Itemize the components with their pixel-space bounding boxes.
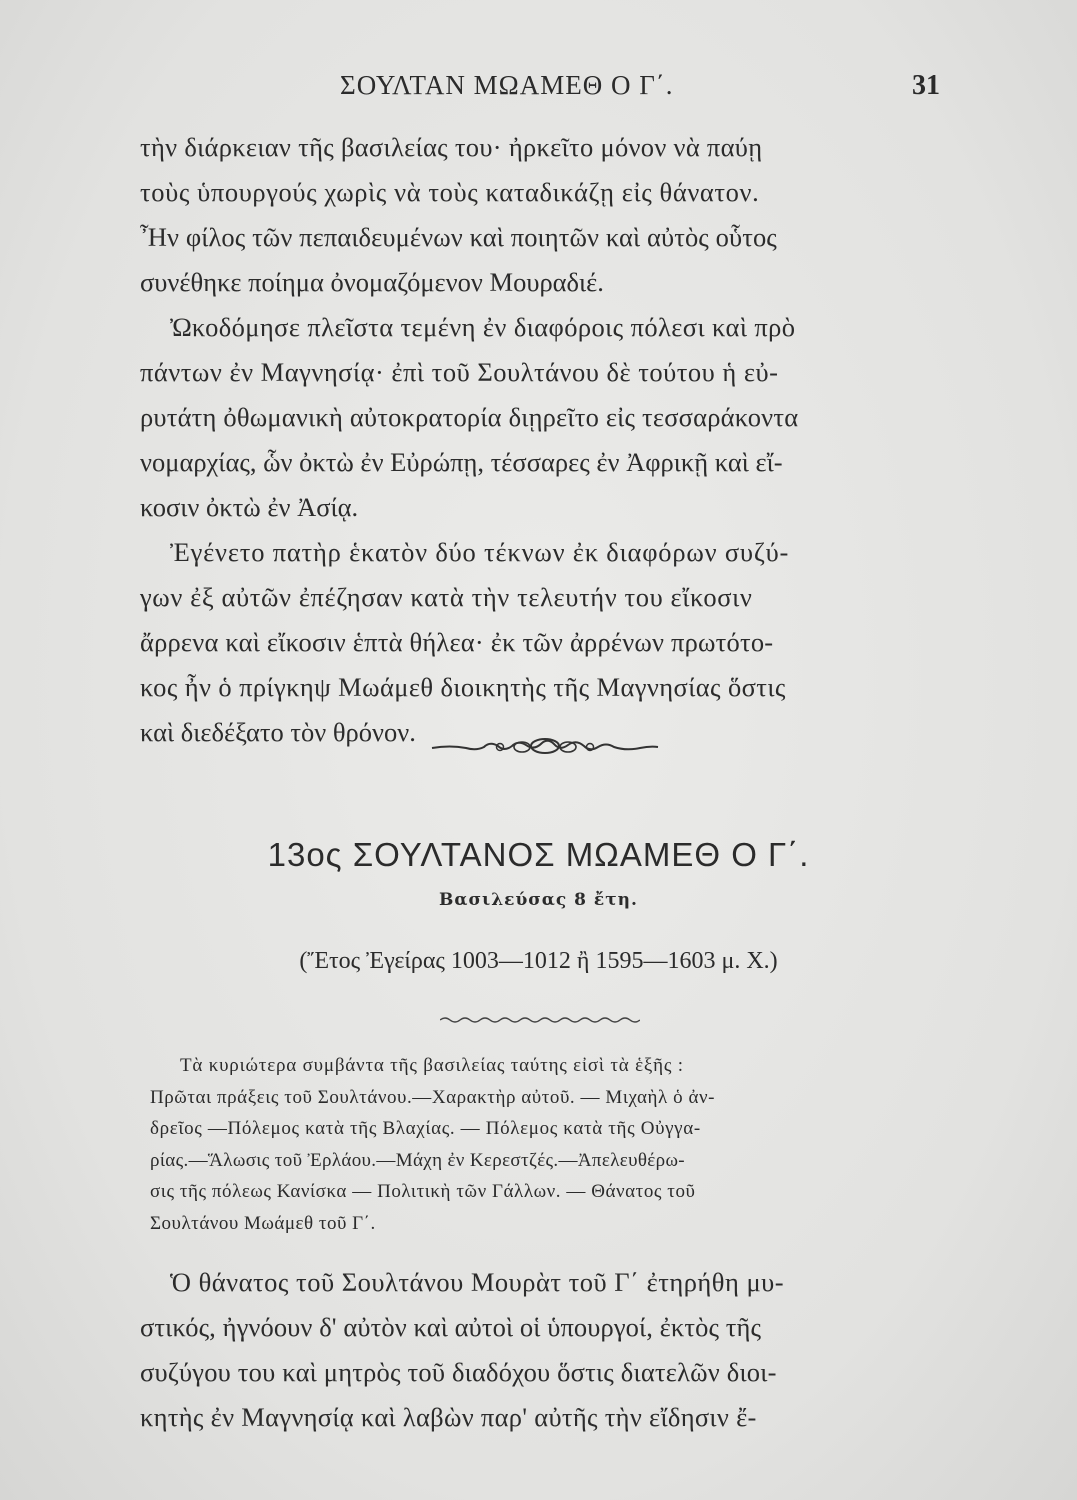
wavy-rule — [440, 1015, 640, 1025]
chapter-number: 13ος — [267, 836, 343, 873]
chapter-body — [140, 1260, 952, 1440]
text-line: Ἐγένετο πατὴρ ἑκατὸν δύο τέκνων ἐκ διαφόρων συζύ- — [170, 537, 790, 567]
text-line: καὶ διεδέξατο τὸν θρόνον. — [140, 717, 416, 747]
text-line: πάντων ἐν Μαγνησίᾳ· ἐπὶ τοῦ Σουλτάνου δὲ τούτου ἡ εὐ- — [140, 357, 779, 387]
text-line: κοσιν ὀκτὼ ἐν Ἀσίᾳ. — [140, 492, 359, 522]
reign-length: Βασιλεύσας 8 ἔτη. — [439, 890, 638, 910]
text-line: τὴν διάρκειαν τῆς βασιλείας του· ἠρκεῖτο μόνον νὰ παύῃ — [140, 132, 763, 162]
page-number: 31 — [912, 70, 940, 101]
text-line: συζύγου του καὶ μητρὸς τοῦ διαδόχου ὅστις διατελῶν διοι- — [140, 1357, 777, 1387]
ornament-divider — [430, 735, 660, 759]
page-header — [140, 70, 960, 110]
chapter-summary — [150, 1050, 952, 1239]
text-line: γων ἐξ αὐτῶν ἐπέζησαν κατὰ τὴν τελευτήν του εἴκοσιν — [140, 582, 753, 612]
text-line: ρυτάτη ὀθωμανικὴ αὐτοκρατορία διῃρεῖτο εἰς τεσσαράκοντα — [140, 402, 799, 432]
text-line: Ὠκοδόμησε πλεῖστα τεμένη ἐν διαφόροις πόλεσι καὶ πρὸ — [170, 312, 796, 342]
running-head: ΣΟΥΛΤΑΝ ΜΩΑΜΕΘ Ο Γ΄. — [340, 70, 674, 100]
text-line: Ἦν φίλος τῶν πεπαιδευμένων καὶ ποιητῶν καὶ αὐτὸς οὗτος — [140, 222, 777, 252]
summary-line: σις τῆς πόλεως Κανίσκα — Πολιτικὴ τῶν Γάλλων. — Θάνατος τοῦ — [150, 1181, 696, 1202]
text-line: νομαρχίας, ὧν ὀκτὼ ἐν Εὐρώπῃ, τέσσαρες ἐν Ἀφρικῇ καὶ εἴ- — [140, 447, 783, 477]
summary-line: Πρῶται πράξεις τοῦ Σουλτάνου.—Χαρακτὴρ αὐτοῦ. — Μιχαὴλ ὁ ἀν- — [150, 1086, 715, 1108]
text-line: στικός, ἠγνόουν δ' αὐτὸν καὶ αὐτοὶ οἱ ὑπουργοί, ἐκτὸς τῆς — [140, 1312, 762, 1342]
chapter-title: ΣΟΥΛΤΑΝΟΣ ΜΩΑΜΕΘ Ο Γ΄. — [352, 836, 810, 873]
summary-line: δρεῖος —Πόλεμος κατὰ τῆς Βλαχίας. — Πόλεμος κατὰ τῆς Οὐγγα- — [150, 1118, 701, 1139]
chapter-heading — [0, 836, 1077, 874]
summary-line: Τὰ κυριώτερα συμβάντα τῆς βασιλείας ταύτης εἰσὶ τὰ ἑξῆς : — [180, 1055, 684, 1076]
reign-dates: (Ἔτος Ἐγείρας 1003—1012 ἢ 1595—1603 μ. Χ.) — [299, 948, 778, 974]
top-text — [140, 125, 950, 755]
text-line: τοὺς ὑπουργούς χωρὶς νὰ τοὺς καταδικάζῃ εἰς θάνατον. — [140, 177, 760, 207]
summary-line: Σουλτάνου Μωάμεθ τοῦ Γ΄. — [150, 1212, 376, 1234]
text-line: κητὴς ἐν Μαγνησίᾳ καὶ λαβὼν παρ' αὐτῆς τὴν εἴδησιν ἔ- — [140, 1402, 757, 1432]
text-line: συνέθηκε ποίημα ὀνομαζόμενον Μουραδιέ. — [140, 267, 604, 297]
summary-line: ρίας.—Ἅλωσις τοῦ Ἐρλάου.—Μάχη ἐν Κερεστζές.—Ἀπελευθέρω- — [150, 1149, 685, 1171]
text-line: ἄρρενα καὶ εἴκοσιν ἑπτὰ θήλεα· ἐκ τῶν ἀρρένων πρωτότο- — [140, 627, 774, 657]
text-line: Ὁ θάνατος τοῦ Σουλτάνου Μουρὰτ τοῦ Γ΄ ἐτηρήθη μυ- — [170, 1267, 785, 1297]
text-line: κος ἦν ὁ πρίγκηψ Μωάμεθ διοικητὴς τῆς Μαγνησίας ὅστις — [140, 672, 786, 702]
